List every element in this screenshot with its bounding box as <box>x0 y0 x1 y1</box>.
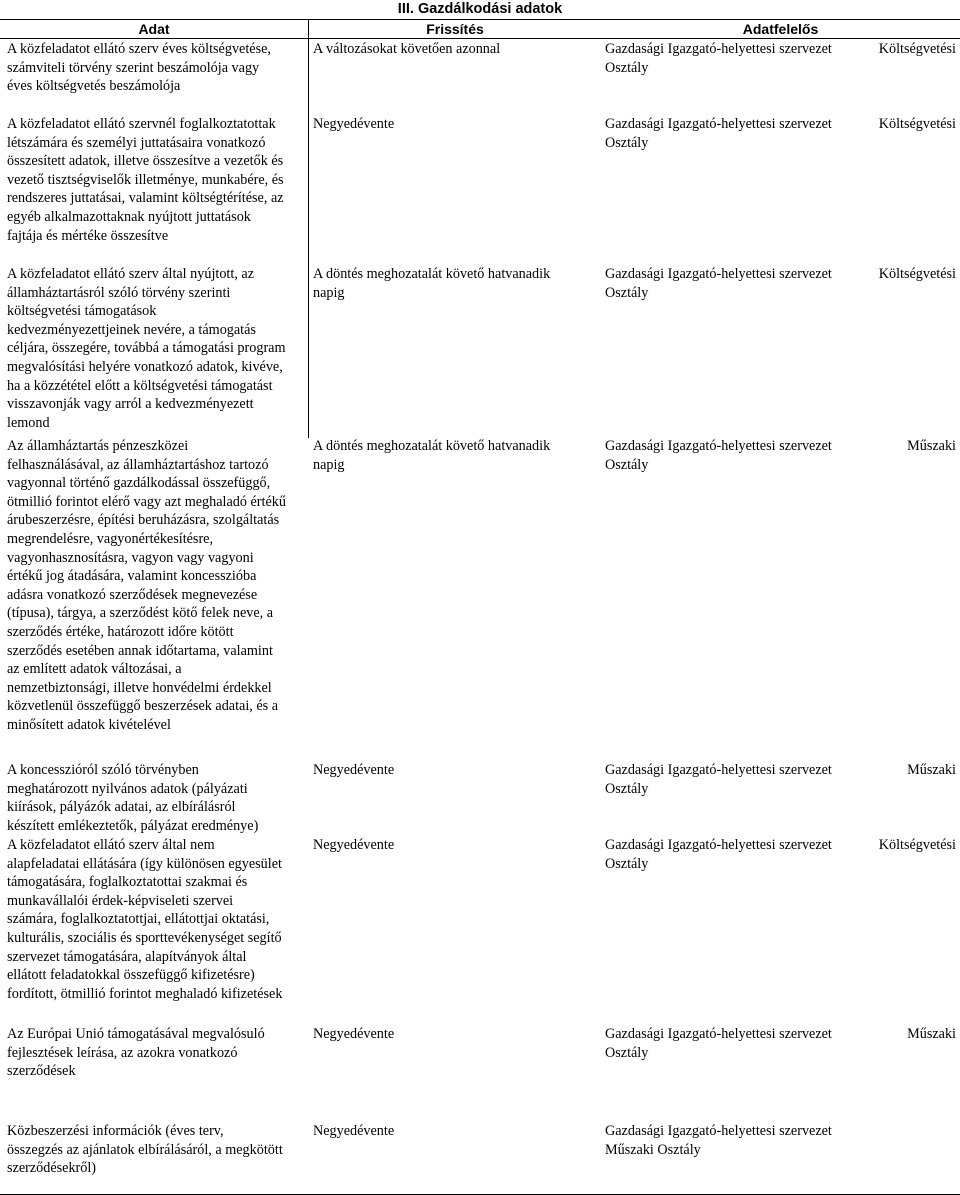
table-row-3-data-line: államháztartásról szóló törvény szerinti <box>7 284 231 301</box>
table-row-7-data-line: szerződések <box>7 1063 76 1080</box>
table-row-7-refresh-line: Negyedévente <box>313 1026 395 1042</box>
table-row-4-data-line: szerződés értéke, határozott időre kötött <box>7 624 234 640</box>
header-data: Adat <box>138 21 170 37</box>
page-title: III. Gazdálkodási adatok <box>397 1 563 17</box>
table-row-4-data-line: adásra vonatkozó szerződések megnevezése <box>7 586 258 603</box>
table-row-2-data-line: összesített adatok, illetve összesítve a vezetők és <box>7 153 284 170</box>
table-row-6-data-line: szervezet támogatására, alapítványok által <box>7 948 247 965</box>
table-row-7-data-line: Az Európai Unió támogatásával megvalósuló <box>7 1026 265 1042</box>
table-row-1-refresh-line: A változásokat követően azonnal <box>313 41 501 57</box>
table-row-3-data-line: megvalósítási helyére vonatkozó adatok, kivéve, <box>7 359 283 375</box>
table-row-8-data-line: Közbeszerzési információk (éves terv, <box>7 1123 224 1139</box>
table-row-2-data-line: létszámára és személyi juttatásaira vonatkozó <box>7 134 266 151</box>
table-row-5-data-line: készített emlékeztetők, pályázat eredménye) <box>7 817 259 834</box>
table-row-8-refresh-line: Negyedévente <box>313 1123 395 1139</box>
table-row-5-data-line: meghatározott nyilvános adatok (pályázati <box>7 780 248 797</box>
table-row-6-responsible-line: Gazdasági Igazgató-helyettesi szervezet <box>605 837 832 853</box>
table-row-4-data-line: ötmillió forintot elérő vagy azt meghaladó értékű <box>7 493 286 510</box>
table-row-2-data-line: rendszeres juttatásai, valamint költségtérítése, az <box>7 190 284 207</box>
table-row-3-data-line: A közfeladatot ellátó szerv által nyújtott, az <box>7 266 255 282</box>
table-row-8-responsible-line: Műszaki Osztály <box>605 1141 701 1158</box>
table-row-6-data-line: fordított, ötmillió forintot meghaladó kifizetések <box>7 985 283 1002</box>
table-row-4-responsible-line: Osztály <box>605 456 649 473</box>
table-row-5-responsible-line: Osztály <box>605 780 649 797</box>
table-row-6-data-line: munkavállalói érdek-képviseleti szervei <box>7 892 234 909</box>
table-row-4-responsible-line: Gazdasági Igazgató-helyettesi szervezet <box>605 438 832 454</box>
table-row-6-data-line: A közfeladatot ellátó szerv által nem <box>7 837 215 853</box>
table-row-4-data-line: az említett adatok változásai, a <box>7 661 182 678</box>
table-row-7-responsible-line: Osztály <box>605 1044 649 1061</box>
column-divider-1 <box>308 19 309 438</box>
table-row-3-responsible-line: Osztály <box>605 284 649 301</box>
table-row-3-data-line: ha a közzététel előtt a költségvetési támogatást <box>7 377 273 394</box>
table-row-4-data-line: szerződés esetében annak időtartama, valamint <box>7 642 273 659</box>
table-row-1-data-line: A közfeladatot ellátó szerv éves költségvetése, <box>7 41 271 57</box>
table-row-6-data-line: számára, foglalkoztatottjai, ellátottjai oktatási, <box>7 911 270 928</box>
table-row-2-data-line: egyéb alkalmazottaknak nyújtott juttatások <box>7 209 251 225</box>
table-row-3-data-line: visszavonják vagy arról a kedvezményezett <box>7 396 254 413</box>
table-row-4-data-line: árubeszerzésre, építési beruházásra, szolgáltatás <box>7 512 280 529</box>
header-bottom-border <box>0 38 960 39</box>
table-row-1-data-line: éves költségvetés beszámolója <box>7 78 181 95</box>
table-row-4-refresh-line: napig <box>313 456 345 473</box>
table-row-2-data-line: A közfeladatot ellátó szervnél foglalkoztatottak <box>7 116 276 132</box>
table-row-8-responsible-line: Gazdasági Igazgató-helyettesi szervezet <box>605 1123 832 1139</box>
table-row-4-data-line: felhasználásával, az államháztartáshoz tartozó <box>7 456 269 473</box>
table-row-5-data-line: kiírások, pályázók adatai, az elbírálásról <box>7 799 236 816</box>
responsible-department: Költségvetési <box>878 41 956 57</box>
responsible-department: Műszaki <box>907 762 956 778</box>
table-row-4-refresh-line: A döntés meghozatalát követő hatvanadik <box>313 438 551 454</box>
responsible-department: Műszaki <box>907 1026 956 1042</box>
responsible-department: Műszaki <box>907 438 956 454</box>
table-row-2-data-line: fajtája és mértéke összesítve <box>7 227 169 244</box>
responsible-department: Költségvetési <box>878 266 956 282</box>
table-row-1-data-line: számviteli törvény szerint beszámolója vagy <box>7 59 260 76</box>
header-responsible: Adatfelelős <box>742 21 819 37</box>
table-row-6-refresh-line: Negyedévente <box>313 837 395 853</box>
table-row-4-data-line: közvetlenül összefüggő beszerzések adatai, és a <box>7 698 279 715</box>
table-row-7-data-line: fejlesztések leírása, az azokra vonatkozó <box>7 1044 238 1061</box>
responsible-department: Költségvetési <box>878 116 956 132</box>
table-row-5-responsible-line: Gazdasági Igazgató-helyettesi szervezet <box>605 762 832 778</box>
table-row-3-refresh-line: A döntés meghozatalát követő hatvanadik <box>313 266 551 282</box>
table-row-6-data-line: ellátott feladatokkal összefüggő kifizetésre) <box>7 967 255 984</box>
table-row-1-responsible-line: Gazdasági Igazgató-helyettesi szervezet <box>605 41 832 57</box>
table-row-7-responsible-line: Gazdasági Igazgató-helyettesi szervezet <box>605 1026 832 1042</box>
table-row-3-data-line: céljára, összegére, továbbá a támogatási program <box>7 340 286 357</box>
table-row-8-data-line: szerződésekről) <box>7 1160 97 1177</box>
table-row-3-data-line: költségvetési támogatások <box>7 303 157 320</box>
table-row-6-data-line: támogatására, foglalkoztatottai szakmai és <box>7 874 248 891</box>
table-row-3-data-line: kedvezményezettjeinek nevére, a támogatás <box>7 321 256 338</box>
responsible-department: Költségvetési <box>878 837 956 853</box>
table-row-2-responsible-line: Osztály <box>605 134 649 151</box>
table-row-5-refresh-line: Negyedévente <box>313 762 395 778</box>
table-row-2-responsible-line: Gazdasági Igazgató-helyettesi szervezet <box>605 116 832 132</box>
table-row-2-refresh-line: Negyedévente <box>313 116 395 132</box>
table-row-4-data-line: (típusa), tárgya, a szerződést kötő felek neve, a <box>7 605 274 622</box>
table-row-2-data-line: vezető tisztségviselők illetménye, munkabére, és <box>7 171 284 188</box>
table-row-3-responsible-line: Gazdasági Igazgató-helyettesi szervezet <box>605 266 832 282</box>
table-row-3-data-line: lemond <box>7 414 50 431</box>
table-row-4-data-line: megrendelésre, vagyonértékesítésre, <box>7 531 214 547</box>
table-row-6-data-line: alapfeladatai ellátására (így különösen egyesület <box>7 855 282 872</box>
table-row-4-data-line: Az államháztartás pénzeszközei <box>7 438 189 454</box>
table-row-4-data-line: vagyonnal történő gazdálkodással összefüggő, <box>7 475 271 492</box>
table-row-4-data-line: minősített adatok kivételével <box>7 717 171 733</box>
table-row-6-data-line: kulturális, szociális és sporttevékenységet segítő <box>7 930 282 946</box>
table-row-4-data-line: vagyonhasznosításra, vagyon vagy vagyoni <box>7 549 254 566</box>
table-row-3-refresh-line: napig <box>313 284 345 301</box>
table-row-8-data-line: összegzés az ajánlatok elbírálásáról, a megkötött <box>7 1141 283 1158</box>
table-row-5-data-line: A koncesszióról szóló törvényben <box>7 762 199 778</box>
table-row-4-data-line: értékű jog átadására, valamint koncesszióba <box>7 568 257 585</box>
header-refresh: Frissítés <box>426 21 484 37</box>
table-row-1-responsible-line: Osztály <box>605 59 649 76</box>
table-row-6-responsible-line: Osztály <box>605 855 649 872</box>
table-row-4-data-line: nemzetbiztonsági, illetve honvédelmi érdekkel <box>7 679 272 696</box>
